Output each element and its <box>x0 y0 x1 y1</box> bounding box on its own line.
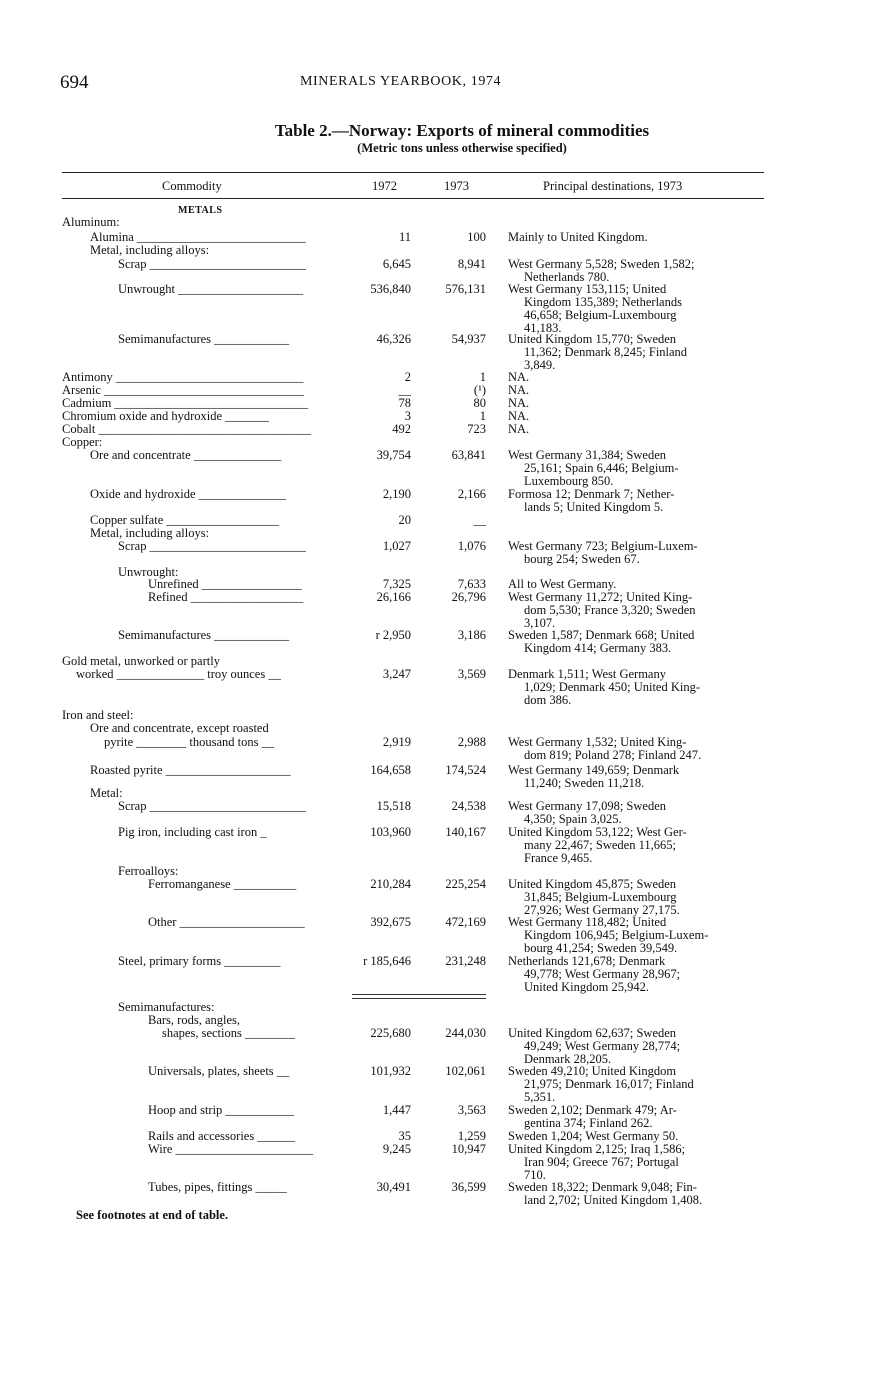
value-1973: __ <box>473 513 486 527</box>
destinations <box>508 488 770 514</box>
table-subtitle: (Metric tons unless otherwise specified) <box>357 141 567 155</box>
destination-line: 3,107. <box>524 616 556 630</box>
row-label: Wire ______________________ <box>148 1142 314 1156</box>
row-label: Tubes, pipes, fittings _____ <box>148 1180 287 1194</box>
running-header: MINERALS YEARBOOK, 1974 <box>300 74 502 89</box>
destinations <box>508 1181 770 1207</box>
destination-line: 25,161; Spain 6,446; Belgium- <box>524 461 679 475</box>
page-number: 694 <box>60 72 89 93</box>
destination-line: 710. <box>524 1168 546 1182</box>
value-1973: 80 <box>473 396 486 410</box>
value-1972: 103,960 <box>370 825 411 839</box>
destinations <box>508 283 770 335</box>
destination-line: West Germany 149,659; Denmark <box>508 763 680 777</box>
destinations <box>508 397 770 410</box>
destinations <box>508 736 770 762</box>
row-label: Roasted pyrite ____________________ <box>90 763 291 777</box>
col-header-1972: 1972 <box>372 179 397 193</box>
value-1973: 472,169 <box>445 915 486 929</box>
value-1973: 7,633 <box>457 577 486 591</box>
destination-line: 49,249; West Germany 28,774; <box>524 1039 681 1053</box>
value-1972: 46,326 <box>376 332 411 346</box>
row-label: Arsenic ________________________________ <box>62 383 304 397</box>
destination-line: 3,849. <box>524 358 556 372</box>
row-label: Semimanufactures ____________ <box>118 332 290 346</box>
top-rule <box>62 172 764 173</box>
destinations <box>508 764 770 790</box>
row-label: Gold metal, unworked or partly <box>62 654 220 668</box>
destination-line: lands 5; United Kingdom 5. <box>524 500 664 514</box>
destinations <box>508 826 770 865</box>
row-label: Ore and concentrate ______________ <box>90 448 282 462</box>
destination-line: 5,351. <box>524 1090 556 1104</box>
value-1973: 1,076 <box>457 539 486 553</box>
value-1972: 164,658 <box>370 763 411 777</box>
destinations <box>508 800 770 826</box>
value-1973: 10,947 <box>451 1142 486 1156</box>
value-1972: 7,325 <box>382 577 411 591</box>
row-label: Bars, rods, angles, <box>148 1013 240 1027</box>
row-label: shapes, sections ________ <box>162 1026 295 1040</box>
value-1972: r 2,950 <box>375 628 411 642</box>
value-1973: 225,254 <box>445 877 486 891</box>
value-1973: 54,937 <box>451 332 486 346</box>
row-label: Cobalt __________________________________ <box>62 422 311 436</box>
row-label: Chromium oxide and hydroxide _______ <box>62 409 269 423</box>
destinations <box>508 384 770 397</box>
value-1973: 100 <box>467 230 486 244</box>
destinations <box>508 333 770 372</box>
value-1973: 3,563 <box>457 1103 486 1117</box>
destination-line: 31,845; Belgium-Luxembourg <box>524 890 677 904</box>
destination-line: Netherlands 121,678; Denmark <box>508 954 666 968</box>
destination-line: West Germany 1,532; United King- <box>508 735 687 749</box>
destination-line: 11,240; Sweden 11,218. <box>524 776 645 790</box>
destination-line: United Kingdom 62,637; Sweden <box>508 1026 677 1040</box>
value-1972: 9,245 <box>382 1142 411 1156</box>
value-1973: 26,796 <box>451 590 486 604</box>
destination-line: United Kingdom 45,875; Sweden <box>508 877 677 891</box>
value-1973: 63,841 <box>451 448 486 462</box>
value-1972: __ <box>398 383 411 397</box>
destination-line: Formosa 12; Denmark 7; Nether- <box>508 487 675 501</box>
row-label: Other ____________________ <box>148 915 305 929</box>
destination-line: Denmark 28,205. <box>524 1052 612 1066</box>
row-label: Semimanufactures: <box>118 1000 215 1014</box>
value-1973: 140,167 <box>445 825 486 839</box>
value-1973: 231,248 <box>445 954 486 968</box>
value-1972: 3,247 <box>382 667 411 681</box>
destination-line: West Germany 153,115; United <box>508 282 667 296</box>
destination-line: NA. <box>508 396 530 410</box>
destination-line: Mainly to United Kingdom. <box>508 230 648 244</box>
row-label: Universals, plates, sheets __ <box>148 1064 290 1078</box>
value-1973: 1 <box>479 370 486 384</box>
destinations <box>508 629 770 655</box>
double-rule-top <box>352 994 486 995</box>
destination-line: NA. <box>508 422 530 436</box>
row-label: Ferromanganese __________ <box>148 877 297 891</box>
destination-line: United Kingdom 53,122; West Ger- <box>508 825 687 839</box>
row-label: Unwrought: <box>118 565 179 579</box>
destinations <box>508 410 770 423</box>
col-header-1973: 1973 <box>444 179 469 193</box>
row-label: Scrap _________________________ <box>118 257 306 271</box>
destination-line: 11,362; Denmark 8,245; Finland <box>524 345 688 359</box>
row-label: Cadmium _______________________________ <box>62 396 309 410</box>
destination-line: 21,975; Denmark 16,017; Finland <box>524 1077 694 1091</box>
col-header-destinations: Principal destinations, 1973 <box>543 179 683 193</box>
value-1972: 2,919 <box>382 735 411 749</box>
destination-line: Sweden 49,210; United Kingdom <box>508 1064 677 1078</box>
row-label: Copper: <box>62 435 103 449</box>
destinations <box>508 371 770 384</box>
destination-line: West Germany 5,528; Sweden 1,582; <box>508 257 695 271</box>
destination-line: West Germany 723; Belgium-Luxem- <box>508 539 698 553</box>
destination-line: All to West Germany. <box>508 577 617 591</box>
value-1973: 102,061 <box>445 1064 486 1078</box>
value-1972: 536,840 <box>370 282 411 296</box>
row-label: Scrap _________________________ <box>118 799 306 813</box>
destination-line: gentina 374; Finland 262. <box>524 1116 653 1130</box>
row-label: Alumina ___________________________ <box>90 230 306 244</box>
destination-line: Sweden 1,204; West Germany 50. <box>508 1129 679 1143</box>
value-1972: 30,491 <box>376 1180 411 1194</box>
value-1972: 1,447 <box>382 1103 411 1117</box>
destinations <box>508 591 770 630</box>
destination-line: United Kingdom 2,125; Iraq 1,586; <box>508 1142 686 1156</box>
destination-line: Sweden 18,322; Denmark 9,048; Fin- <box>508 1180 697 1194</box>
destination-line: dom 819; Poland 278; Finland 247. <box>524 748 702 762</box>
destinations <box>508 1104 770 1130</box>
destinations <box>508 540 770 566</box>
row-label: Scrap _________________________ <box>118 539 306 553</box>
destination-line: Sweden 2,102; Denmark 479; Ar- <box>508 1103 677 1117</box>
destination-line: Sweden 1,587; Denmark 668; United <box>508 628 695 642</box>
destination-line: Kingdom 135,389; Netherlands <box>524 295 682 309</box>
value-1973: 3,186 <box>457 628 486 642</box>
row-label: Metal, including alloys: <box>90 526 210 540</box>
destination-line: bourg 41,254; Sweden 39,549. <box>524 941 678 955</box>
destinations <box>508 955 770 994</box>
row-label: Antimony ______________________________ <box>62 370 304 384</box>
destinations <box>508 449 770 488</box>
destinations <box>508 1027 770 1066</box>
value-1972: 3 <box>404 409 411 423</box>
value-1972: 2 <box>404 370 411 384</box>
destination-line: dom 5,530; France 3,320; Sweden <box>524 603 696 617</box>
row-label: Metal, including alloys: <box>90 243 210 257</box>
destination-line: Netherlands 780. <box>524 270 610 284</box>
row-label: Steel, primary forms _________ <box>118 954 281 968</box>
destinations <box>508 1143 770 1182</box>
section-heading-metals: METALS <box>178 205 223 216</box>
destinations <box>508 231 770 244</box>
row-label: Rails and accessories ______ <box>148 1129 295 1143</box>
value-1972: 2,190 <box>382 487 411 501</box>
value-1972: 392,675 <box>370 915 411 929</box>
value-1972: 101,932 <box>370 1064 411 1078</box>
value-1972: 210,284 <box>370 877 411 891</box>
destination-line: NA. <box>508 383 530 397</box>
row-label: Unwrought ____________________ <box>118 282 304 296</box>
value-1972: 39,754 <box>376 448 411 462</box>
destination-line: 1,029; Denmark 450; United King- <box>524 680 701 694</box>
destination-line: 49,778; West Germany 28,967; <box>524 967 681 981</box>
destination-line: Luxembourg 850. <box>524 474 614 488</box>
destination-line: bourg 254; Sweden 67. <box>524 552 640 566</box>
value-1972: 20 <box>398 513 411 527</box>
row-label: Ore and concentrate, except roasted <box>90 721 269 735</box>
destination-line: 27,926; West Germany 27,175. <box>524 903 680 917</box>
destinations <box>508 258 770 284</box>
row-label: Metal: <box>90 786 123 800</box>
value-1972: 35 <box>398 1129 411 1143</box>
value-1973: (¹) <box>473 383 486 397</box>
value-1973: 8,941 <box>457 257 486 271</box>
row-label: Oxide and hydroxide ______________ <box>90 487 287 501</box>
row-label: Copper sulfate __________________ <box>90 513 279 527</box>
destination-line: NA. <box>508 370 530 384</box>
destination-line: United Kingdom 15,770; Sweden <box>508 332 677 346</box>
destination-line: many 22,467; Sweden 11,665; <box>524 838 676 852</box>
value-1972: r 185,646 <box>363 954 411 968</box>
footnote: See footnotes at end of table. <box>76 1208 229 1222</box>
value-1973: 576,131 <box>445 282 486 296</box>
value-1973: 723 <box>467 422 486 436</box>
row-label: Ferroalloys: <box>118 864 179 878</box>
value-1972: 6,645 <box>382 257 411 271</box>
value-1973: 1 <box>479 409 486 423</box>
value-1973: 36,599 <box>451 1180 486 1194</box>
destination-line: 46,658; Belgium-Luxembourg <box>524 308 677 322</box>
row-label: Semimanufactures ____________ <box>118 628 290 642</box>
value-1973: 24,538 <box>451 799 486 813</box>
destination-line: land 2,702; United Kingdom 1,408. <box>524 1193 703 1207</box>
destinations <box>508 1065 770 1104</box>
destinations <box>508 668 770 707</box>
destination-line: Denmark 1,511; West Germany <box>508 667 666 681</box>
row-label: Unrefined ________________ <box>148 577 302 591</box>
double-rule-bottom <box>352 998 486 999</box>
value-1972: 1,027 <box>382 539 411 553</box>
destination-line: Iran 904; Greece 767; Portugal <box>524 1155 679 1169</box>
destination-line: West Germany 17,098; Sweden <box>508 799 666 813</box>
row-label: Refined __________________ <box>148 590 304 604</box>
row-label: pyrite ________ thousand tons __ <box>104 735 275 749</box>
destinations <box>508 916 770 955</box>
row-label: worked ______________ troy ounces __ <box>76 667 281 681</box>
row-label: Hoop and strip ___________ <box>148 1103 295 1117</box>
row-label: Iron and steel: <box>62 708 134 722</box>
value-1972: 15,518 <box>376 799 411 813</box>
row-label: Aluminum: <box>62 215 120 229</box>
destination-line: Kingdom 414; Germany 383. <box>524 641 672 655</box>
value-1973: 3,569 <box>457 667 486 681</box>
header-rule <box>62 198 764 199</box>
value-1972: 26,166 <box>376 590 411 604</box>
destination-line: West Germany 31,384; Sweden <box>508 448 666 462</box>
value-1972: 225,680 <box>370 1026 411 1040</box>
value-1972: 78 <box>398 396 411 410</box>
destination-line: France 9,465. <box>524 851 593 865</box>
value-1973: 174,524 <box>445 763 486 777</box>
destination-line: Kingdom 106,945; Belgium-Luxem- <box>524 928 709 942</box>
value-1973: 244,030 <box>445 1026 486 1040</box>
destination-line: United Kingdom 25,942. <box>524 980 649 994</box>
value-1972: 11 <box>398 230 411 244</box>
destination-line: NA. <box>508 409 530 423</box>
destinations <box>508 878 770 917</box>
destination-line: dom 386. <box>524 693 572 707</box>
col-header-commodity: Commodity <box>162 179 222 193</box>
destination-line: West Germany 11,272; United King- <box>508 590 693 604</box>
value-1973: 1,259 <box>457 1129 486 1143</box>
value-1973: 2,166 <box>457 487 486 501</box>
value-1973: 2,988 <box>457 735 486 749</box>
destinations <box>508 423 770 436</box>
row-label: Pig iron, including cast iron _ <box>118 825 267 839</box>
destination-line: West Germany 118,482; United <box>508 915 667 929</box>
table-title: Table 2.—Norway: Exports of mineral commodities <box>274 121 650 140</box>
destination-line: 4,350; Spain 3,025. <box>524 812 622 826</box>
destination-line: 41,183. <box>524 321 562 335</box>
value-1972: 492 <box>392 422 411 436</box>
